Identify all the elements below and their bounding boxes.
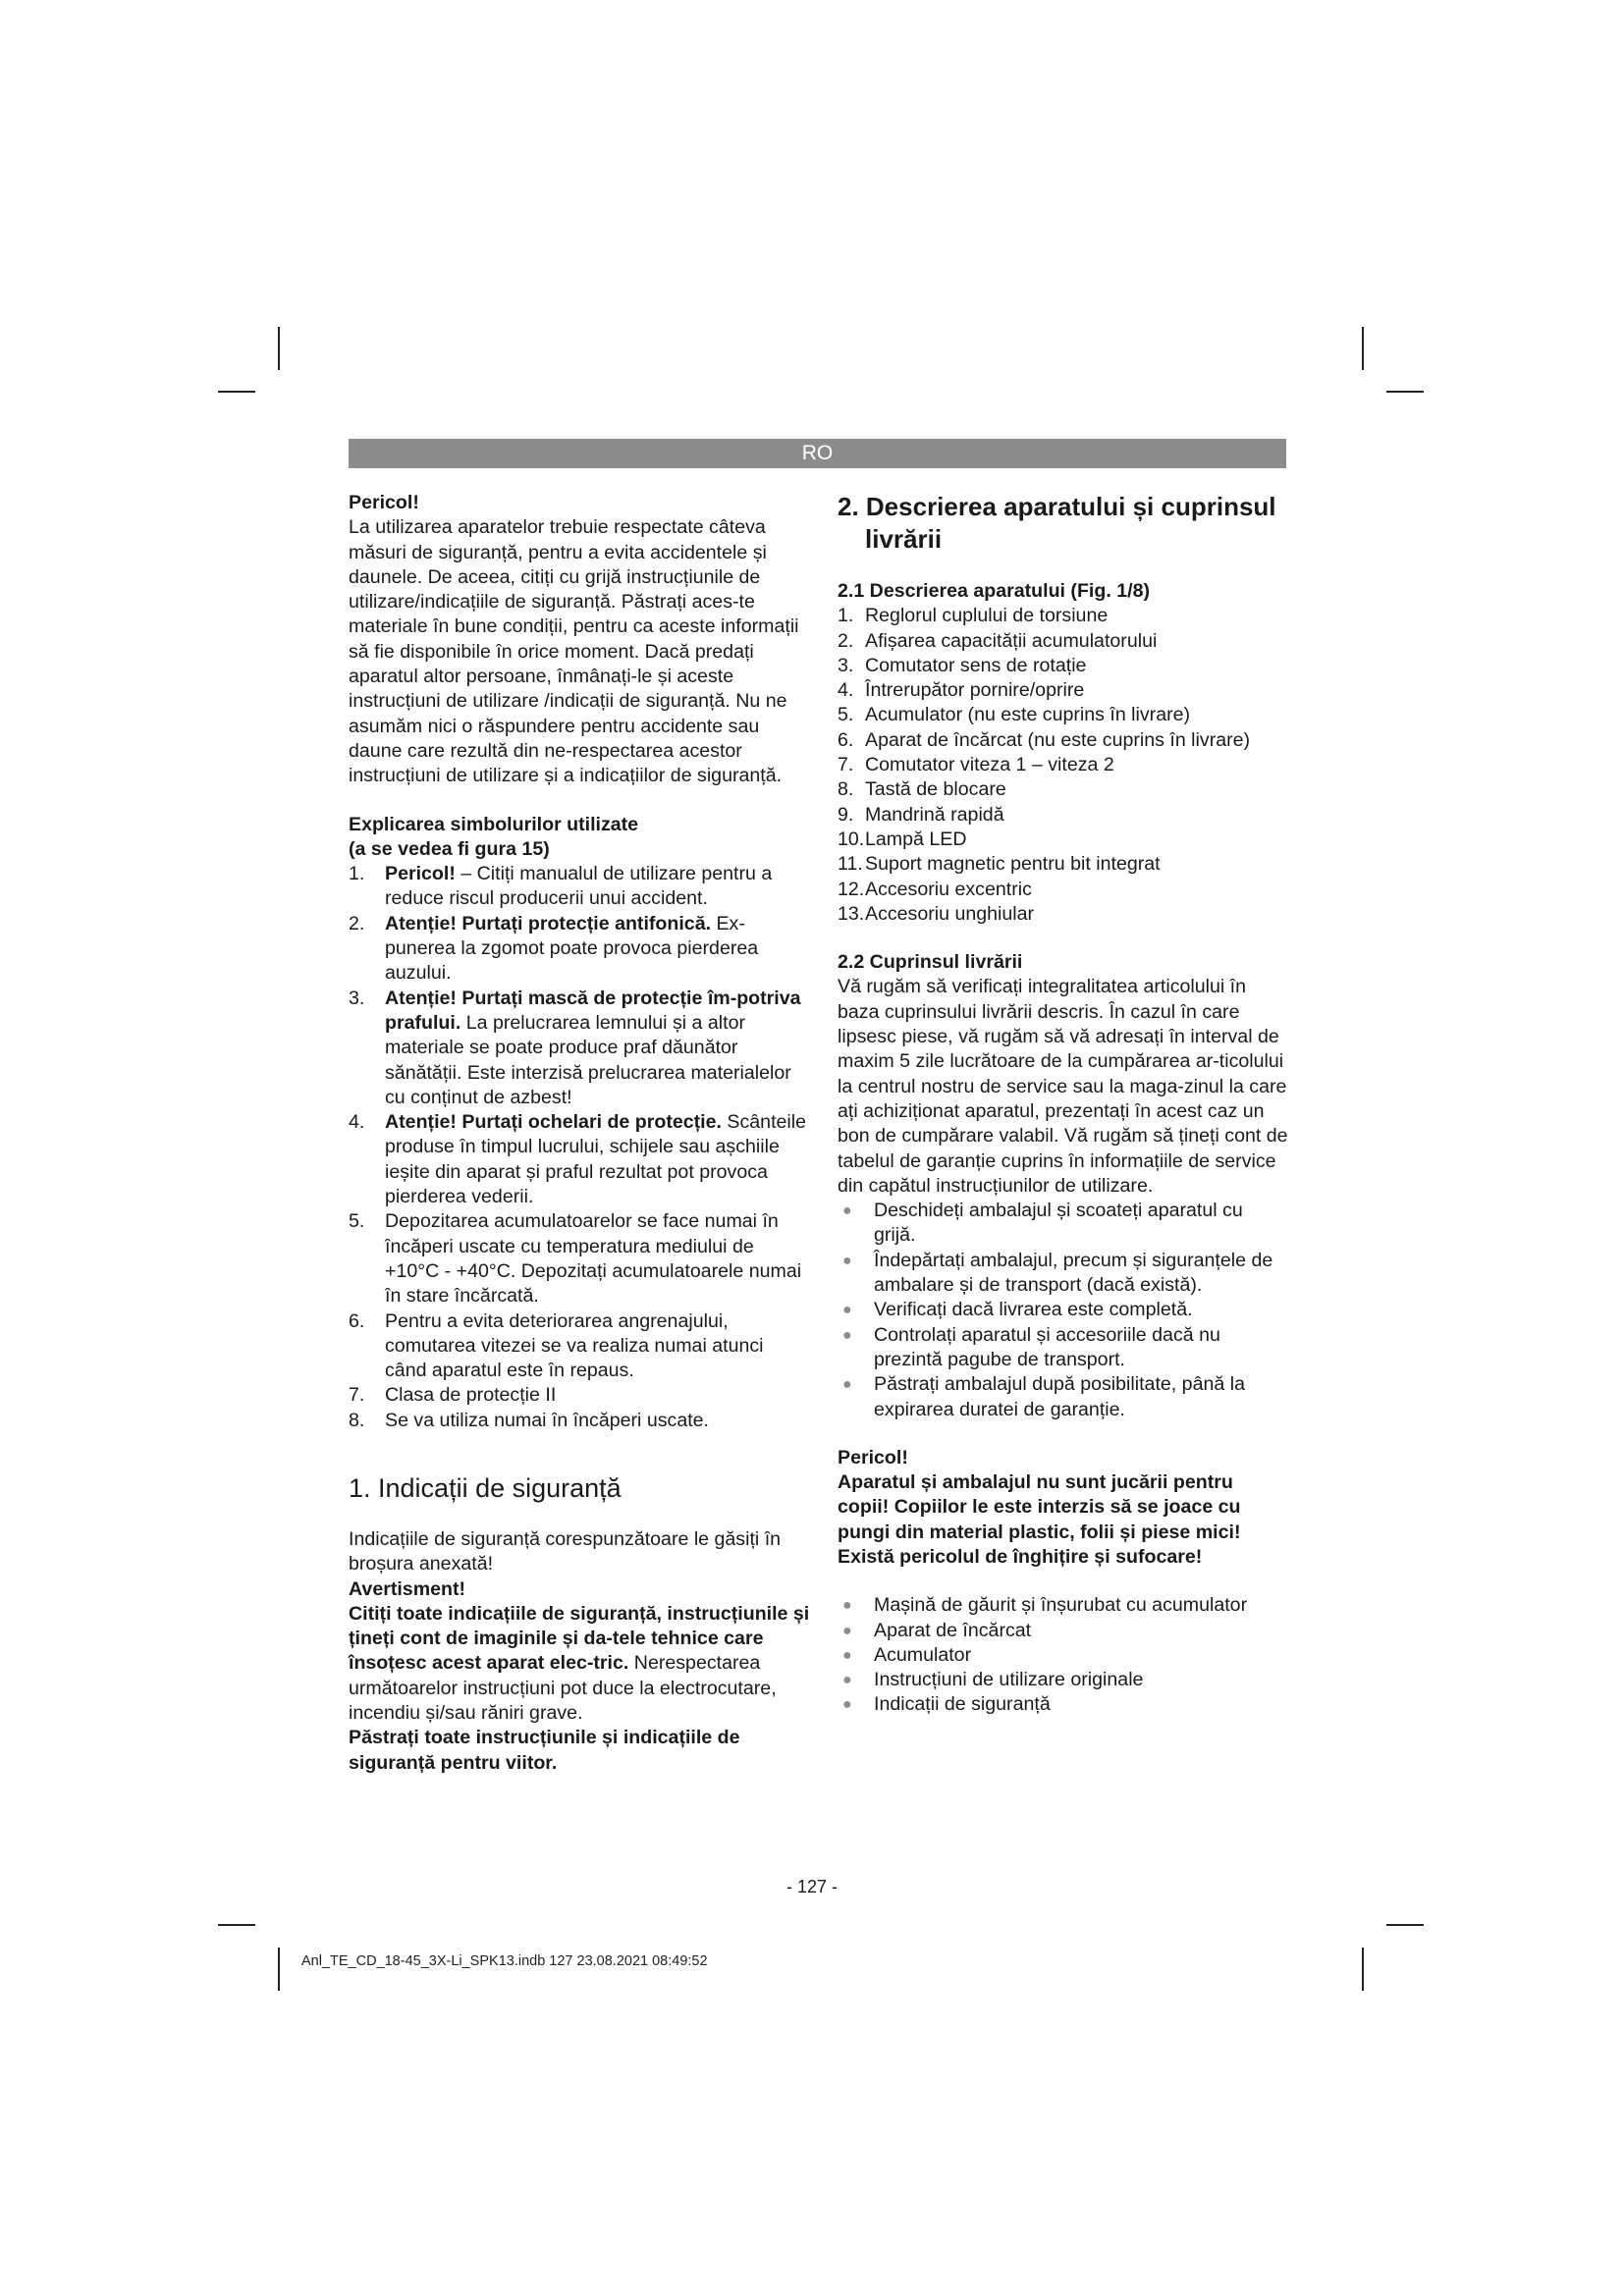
part-number: 7. (838, 754, 854, 776)
symbol-text: La prelucrarea lemnului și a altor materiale se poate produce praf dăunător sănătății. Este interzisă prelucrarea materialelor cu conținut de azbest! (385, 1011, 791, 1108)
bullet-icon: ● (842, 1696, 852, 1714)
part-item (838, 604, 1289, 628)
part-label: Afișarea capacității acumulatorului (865, 629, 1158, 652)
list-item-text: Verificați dacă livrarea este completă. (874, 1299, 1193, 1321)
part-label: Lampă LED (865, 828, 967, 850)
list-item (838, 1249, 1289, 1299)
warning-keep: Păstrați toate instrucțiunile și indicațiile de siguranță pentru viitor. (349, 1727, 740, 1774)
symbols-subheading: (a se vedea fi gura 15) (349, 837, 550, 860)
symbol-item (349, 987, 810, 1110)
danger-heading-right: Pericol! (838, 1446, 908, 1468)
part-number: 9. (838, 803, 854, 826)
list-item (838, 1199, 1289, 1249)
list-item (838, 1668, 1289, 1692)
crop-mark (1386, 391, 1424, 393)
part-item (838, 878, 1289, 902)
danger-text-right: Aparatul și ambalajul nu sunt jucării pentru copii! Copiilor le este interzis să se joace cu pungi din material plastic, folii și piese mici! Există pericolul de înghițire și sufocare! (838, 1471, 1241, 1568)
symbol-bold: Atenție! Purtați ochelari de protecție. (385, 1111, 722, 1134)
crop-mark (278, 327, 280, 370)
symbol-text: Pentru a evita deteriorarea angrenajului, comutarea vitezei se va realiza numai atunci când aparatul este în repaus. (385, 1309, 764, 1382)
unpack-list (838, 1199, 1289, 1422)
part-number: 2. (838, 629, 854, 652)
symbols-heading: Explicarea simbolurilor utilizate (349, 813, 639, 835)
part-number: 1. (838, 605, 854, 627)
part-item (838, 753, 1289, 777)
bullet-icon: ● (842, 1252, 852, 1269)
symbol-text: Depozitarea acumulatoarelor se face numai în încăperi uscate cu temperatura mediului de +10°C - +40°C. Depozitați acumulatoarele numai în stare încărcată. (385, 1210, 802, 1308)
crop-mark (278, 1948, 280, 1991)
symbol-number: 6. (349, 1309, 365, 1332)
part-number: 8. (838, 778, 854, 801)
part-label: Mandrină rapidă (865, 803, 1004, 826)
part-label: Reglorul cuplului de torsiune (865, 605, 1109, 627)
section1-title: 1. Indicații de siguranță (349, 1472, 622, 1503)
list-item-text: Acumulator (874, 1643, 972, 1666)
part-label: Tastă de blocare (865, 778, 1006, 801)
list-item (838, 1372, 1289, 1422)
intro-paragraph: La utilizarea aparatelor trebuie respectate câteva măsuri de siguranță, pentru a evita accidentele și daunele. De aceea, citiți cu grijă instrucțiunile de utilizare/indicațiile de siguranță. Păstrați aces-te materiale în bune condiții, pentru ca aceste informații să fie disponibile în orice moment. Dacă predați aparatul altor persoane, înmânați-le și aceste instrucțiuni de utilizare /indicații de siguranță. Nu ne asumăm nici o răspundere pentru accidente sau daune care rezultă din ne-respectarea acestor instrucțiuni de utilizare și a indicațiilor de siguranță. (349, 516, 799, 787)
part-item (838, 803, 1289, 828)
symbol-text: – Citiți manualul de utilizare pentru a reduce riscul producerii unui accident. (385, 863, 773, 910)
list-item-text: Păstrați ambalajul după posibilitate, până la expirarea duratei de garanție. (874, 1373, 1245, 1420)
bullet-icon: ● (842, 1672, 852, 1689)
symbol-item (349, 862, 810, 912)
part-label: Comutator sens de rotație (865, 654, 1087, 676)
list-item (838, 1692, 1289, 1717)
part-item (838, 629, 1289, 654)
bullet-icon: ● (842, 1326, 852, 1344)
list-item-text: Deschideți ambalajul și scoateți aparatul cu grijă. (874, 1200, 1243, 1247)
part-label: Accesoriu excentric (865, 878, 1032, 900)
list-item (838, 1323, 1289, 1373)
symbol-item (349, 1209, 810, 1308)
part-item (838, 703, 1289, 727)
crop-mark (1362, 1948, 1364, 1991)
subsection-2-1-title: 2.1 Descrierea aparatului (Fig. 1/8) (838, 580, 1150, 602)
part-number: 6. (838, 728, 854, 751)
symbols-list (349, 862, 810, 1433)
part-item (838, 678, 1289, 703)
symbol-item (349, 1409, 810, 1433)
part-number: 10. (838, 828, 865, 850)
list-item (838, 1298, 1289, 1322)
part-label: Acumulator (nu este cuprins în livrare) (865, 704, 1191, 726)
symbol-number: 4. (349, 1111, 365, 1134)
symbol-number: 3. (349, 987, 365, 1009)
section1-intro: Indicațiile de siguranță corespunzătoare le găsiți în broșura anexată! (349, 1527, 782, 1575)
part-label: Accesoriu unghiular (865, 902, 1035, 925)
part-number: 12. (838, 878, 865, 900)
right-column (838, 491, 1289, 1718)
part-item (838, 852, 1289, 877)
part-number: 13. (838, 902, 865, 925)
left-column (349, 491, 810, 1776)
symbol-bold: Atenție! Purtați protecție antifonică. (385, 912, 712, 934)
symbol-item (349, 1110, 810, 1209)
print-footer: Anl_TE_CD_18-45_3X-Li_SPK13.indb 127 23.08.2021 08:49:52 (301, 1953, 708, 1969)
part-number: 4. (838, 679, 854, 702)
part-item (838, 777, 1289, 802)
part-number: 11. (838, 853, 863, 876)
bullet-icon: ● (842, 1597, 852, 1615)
crop-mark (218, 391, 255, 393)
list-item-text: Mașină de găurit și înșurubat cu acumulator (874, 1594, 1248, 1617)
list-item-text: Controlați aparatul și accesoriile dacă nu prezintă pagube de transport. (874, 1323, 1220, 1370)
part-label: Comutator viteza 1 – viteza 2 (865, 754, 1114, 776)
subsection-2-2-title: 2.2 Cuprinsul livrării (838, 951, 1023, 974)
list-item (838, 1643, 1289, 1668)
contents-list (838, 1593, 1289, 1717)
list-item (838, 1593, 1289, 1618)
list-item (838, 1619, 1289, 1643)
symbol-text: Scânteile produse în timpul lucrului, schijele sau așchiile ieșite din aparat și praful rezultat pot provoca pierderea vederii. (385, 1111, 807, 1208)
crop-mark (1362, 327, 1364, 370)
symbol-text: Se va utiliza numai în încăperi uscate. (385, 1409, 710, 1431)
language-bar: RO (349, 439, 1286, 468)
symbol-bold: Atenție! Purtați mască de protecție îm-potriva prafului. (385, 987, 801, 1034)
symbol-number: 7. (349, 1384, 365, 1407)
page-number: - 127 - (785, 1877, 839, 1896)
bullet-icon: ● (842, 1646, 852, 1664)
list-item-text: Îndepărtați ambalajul, precum și siguranțele de ambalare și de transport (dacă există). (874, 1249, 1273, 1297)
warning-paragraph (349, 1602, 810, 1726)
bullet-icon: ● (842, 1376, 852, 1394)
symbol-bold: Pericol! (385, 863, 456, 885)
bullet-icon: ● (842, 1202, 852, 1220)
list-item-text: Aparat de încărcat (874, 1619, 1032, 1641)
symbol-text: Ex-punerea la zgomot poate provoca pierderea auzului. (385, 912, 759, 985)
part-item (838, 828, 1289, 852)
part-label: Întrerupător pornire/oprire (865, 679, 1085, 702)
parts-list (838, 604, 1289, 927)
bullet-icon: ● (842, 1302, 852, 1319)
part-number: 5. (838, 704, 854, 726)
part-number: 3. (838, 654, 854, 676)
crop-mark (1386, 1924, 1424, 1926)
symbol-number: 8. (349, 1409, 365, 1431)
list-item-text: Indicații de siguranță (874, 1693, 1051, 1716)
symbol-number: 2. (349, 912, 365, 934)
symbol-item (349, 1383, 810, 1408)
warning-heading: Avertisment! (349, 1577, 466, 1600)
part-label: Suport magnetic pentru bit integrat (865, 853, 1161, 876)
warning-bold: Citiți toate indicațiile de siguranță, instrucțiunile și țineți cont de imaginile și da-tele tehnice care însoțesc acest aparat elec-tric. (349, 1602, 810, 1675)
warning-text: Nerespectarea următoarelor instrucțiuni pot duce la electrocutare, incendiu și/sau răniri grave. (349, 1652, 777, 1725)
part-label: Aparat de încărcat (nu este cuprins în livrare) (865, 728, 1251, 751)
crop-mark (218, 1924, 255, 1926)
section2-title: 2. Descrierea aparatului și cuprinsul livrării (838, 492, 1276, 554)
symbol-number: 5. (349, 1210, 365, 1233)
symbol-item (349, 1309, 810, 1384)
delivery-paragraph: Vă rugăm să verificați integralitatea articolului în baza cuprinsului livrării descris. În cazul în care lipsesc piese, vă rugăm să vă adresați în interval de maxim 5 zile lucrătoare de la cumpărarea ar-ticolului la centrul nostru de service sau la maga-zinul la care ați achiziționat aparatul, prezentați în acest caz un bon de cumpărare valabil. Vă rugăm să țineți cont de tabelul de garanție cuprins în informațiile de service din capătul instrucțiunilor de utilizare. (838, 976, 1288, 1197)
part-item (838, 902, 1289, 927)
danger-heading: Pericol! (349, 492, 419, 513)
part-item (838, 728, 1289, 753)
part-item (838, 654, 1289, 678)
bullet-icon: ● (842, 1622, 852, 1639)
symbol-item (349, 912, 810, 987)
list-item-text: Instrucțiuni de utilizare originale (874, 1669, 1144, 1691)
symbol-number: 1. (349, 863, 365, 885)
symbol-text: Clasa de protecție II (385, 1384, 557, 1407)
